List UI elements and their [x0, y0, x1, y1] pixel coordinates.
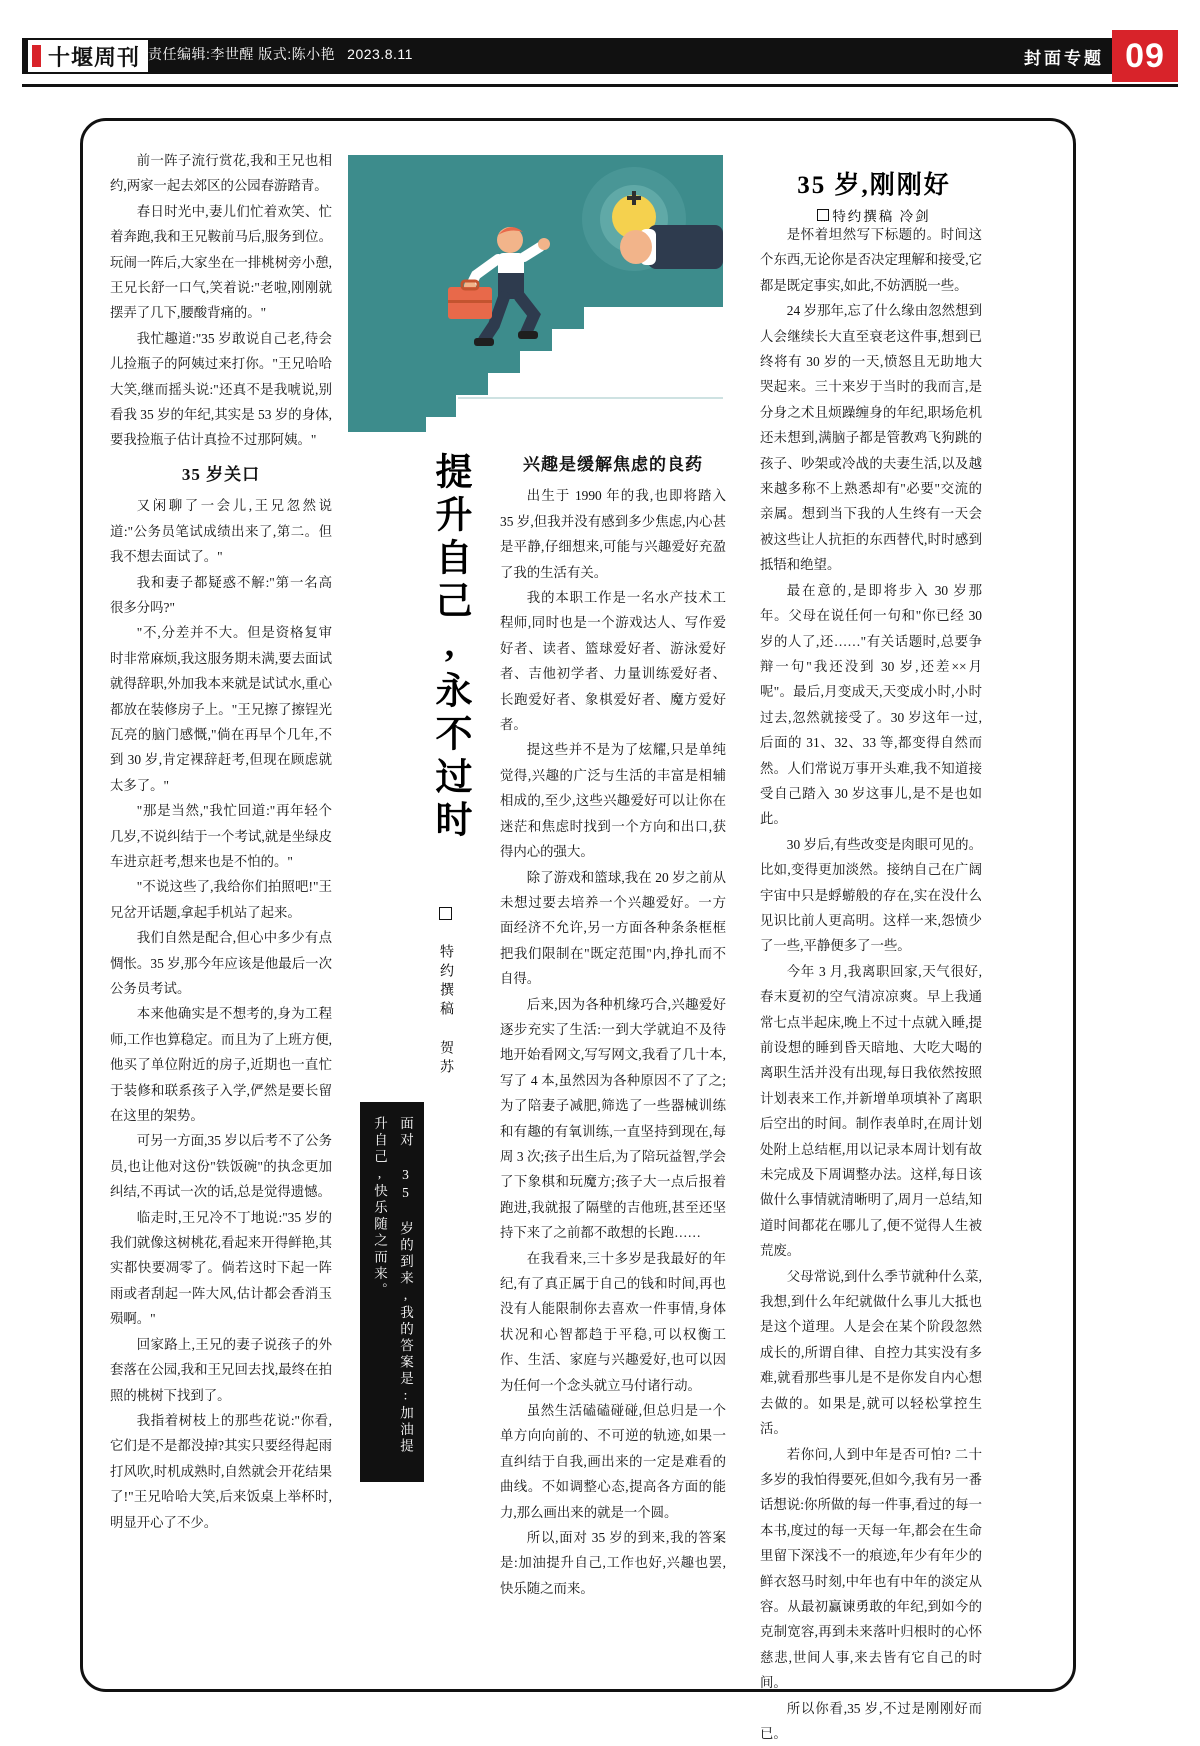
paragraph: 我忙趣道:"35 岁敢说自己老,待会儿捡瓶子的阿姨过来打你。"王兄哈哈大笑,继而摇头说:"还真不是我唬说,别看我 35 岁的年纪,其实是 53 岁的身体,要我捡瓶子估计真捡不过那阿姨。"	[110, 330, 332, 448]
middle-column-subhead: 兴趣是缓解焦虑的良药	[523, 455, 703, 474]
article-title-vertical: 提升自己,永不过时	[429, 452, 470, 843]
masthead-rule	[22, 84, 1178, 87]
paragraph: "不,分差并不大。但是资格复审时非常麻烦,我这服务期未满,要去面试就得辞职,外加我本来就是试试水,重心都放在装修房子上。"王兄擦了擦锃光瓦亮的脑门感慨,"倘在再早个几年,不到 30 岁,肯定裸辞赶考,但现在顾虑就太多了。"	[110, 625, 332, 793]
article-byline-vertical	[430, 907, 460, 1078]
paragraph: 若你问,人到中年是否可怕? 二十多岁的我怕得要死,但如今,我有另一番话想说:你所做的每一件事,看过的每一本书,度过的每一天每一年,都会在生命里留下深浅不一的痕迹,年少有年少的鲜衣怒马时刻,中年也有中年的淡定从容。从最初赢谏勇敢的年纪,到如今的克制宽容,再到未来落叶归根时的心怀慈悲,世间人事,来去皆有它自己的时间。	[760, 1446, 982, 1691]
masthead	[0, 0, 1200, 92]
paragraph: 前一阵子流行赏花,我和王兄也相约,两家一起去郊区的公园春游踏青。	[110, 153, 332, 194]
page-number: 09	[1112, 30, 1178, 82]
right-column	[760, 222, 982, 1741]
section-title: 封面专题	[1024, 49, 1104, 68]
editor-credits	[148, 44, 413, 64]
issue-date: 2023.8.11	[347, 46, 413, 62]
paragraph: 临走时,王兄冷不丁地说:"35 岁的我们就像这树桃花,看起来开得鲜艳,其实都快要凋零了。倘若这时下起一阵雨或者刮起一阵大风,估计都会香消玉殒啊。"	[110, 1209, 332, 1327]
left-column	[110, 148, 332, 1530]
vertical-title-block	[352, 452, 482, 1512]
byline-box-icon	[817, 209, 829, 221]
paragraph: 提这些并不是为了炫耀,只是单纯觉得,兴趣的广泛与生活的丰富是相辅相成的,至少,这些兴趣爱好可以让你在迷茫和焦虑时找到一个方向和出口,获得内心的强大。	[500, 742, 726, 860]
paragraph: "那是当然,"我忙回道:"再年轻个几岁,不说纠结于一个考试,就是坐绿皮车进京赶考,想来也是不怕的。"	[110, 803, 332, 869]
editor-credits-text: 责任编辑:李世醒 版式:陈小艳	[148, 46, 336, 62]
paragraph: 后来,因为各种机缘巧合,兴趣爱好逐步充实了生活:一到大学就迫不及待地开始看网文,写写网文,我看了几十本,写了 4 本,虽然因为各种原因不了了之;为了陪妻子减肥,筛选了一些器械训练和有趣的有氧训练,一直坚持到现在,每周 3 次;孩子出生后,为了陪玩益智,学会了下象棋和玩魔方;孩子大一点后报着跑进,我就报了隔壁的吉他班,甚至还坚持下来了之前都不敢想的长跑……	[500, 996, 726, 1241]
paragraph: 是怀着坦然写下标题的。时间这个东西,无论你是否决定理解和接受,它都是既定事实,如此,不妨洒脱一些。	[760, 227, 982, 293]
publication-logo	[28, 40, 148, 72]
paragraph: 出生于 1990 年的我,也即将踏入 35 岁,但我并没有感到多少焦虑,内心甚是平静,仔细想来,可能与兴趣爱好充盈了我的生活有关。	[500, 488, 726, 580]
byline-text: 特约撰稿 冷剑	[832, 209, 931, 224]
right-article-headline: 35 岁,刚刚好	[797, 172, 951, 199]
paragraph: 除了游戏和篮球,我在 20 岁之前从未想过要去培养一个兴趣爱好。一方面经济不允许,另一方面各种条条框框把我们限制在"既定范围"内,挣扎而不自得。	[500, 869, 726, 987]
paragraph: 30 岁后,有些改变是肉眼可见的。比如,变得更加淡然。接纳自己在广阔宇宙中只是蜉蝣般的存在,实在没什么见识比前人更高明。这样一来,怨愤少了一些,平静便多了一些。	[760, 836, 982, 954]
paragraph: 在我看来,三十多岁是我最好的年纪,有了真正属于自己的钱和时间,再也没有人能限制你去喜欢一件事情,身体状况和心智都趋于平稳,可以权衡工作、生活、家庭与兴趣爱好,也可以因为任何一个念头就立马付诸行动。	[500, 1250, 726, 1393]
hero-illustration-svg	[348, 155, 723, 432]
pull-quote: 面对 35 岁的到来,我的答案是:加油提升自己,快乐随之而来。	[360, 1102, 424, 1482]
left-column-subhead: 35 岁关口	[181, 464, 261, 484]
middle-column	[500, 452, 726, 1596]
byline-box-icon	[439, 907, 452, 920]
paragraph: 可另一方面,35 岁以后考不了公务员,也让他对这份"铁饭碗"的执念更加纠结,不再试一次的话,总是觉得遗憾。	[110, 1133, 332, 1200]
paragraph: 又闲聊了一会儿,王兄忽然说道:"公务员笔试成绩出来了,第二。但我不想去面试了。"	[110, 498, 332, 565]
paragraph: 虽然生活磕磕碰碰,但总归是一个单方向向前的、不可逆的轨迹,如果一直纠结于自我,画出来的一定是难看的曲线。不如调整心态,提高各方面的能力,那么画出来的就是一个圆。	[500, 1403, 726, 1520]
paragraph: 所以你看,35 岁,不过是刚刚好而已。	[760, 1700, 982, 1741]
paragraph: 今年 3 月,我离职回家,天气很好,春末夏初的空气清凉凉爽。早上我通常七点半起床,晚上不过十点就入睡,提前设想的睡到昏天暗地、大吃大喝的离职生活并没有出现,每日我依然按照计划表来工作,并新增单项填补了离职后空出的时间。制作表单时,在周计划处附上总结框,用以记录本周计划有故未完成及下周调整办法。这样,每日该做什么事情就清晰明了,周月一总结,知道时间都花在哪儿了,便不觉得人生被荒废。	[760, 963, 982, 1259]
paragraph: 我的本职工作是一名水产技术工程师,同时也是一个游戏达人、写作爱好者、读者、篮球爱好者、游泳爱好者、吉他初学者、力量训练爱好者、长跑爱好者、象棋爱好者、魔方爱好者。	[500, 590, 726, 733]
logo-red-block	[32, 45, 41, 67]
hero-illustration	[348, 155, 723, 432]
paragraph: "不说这些了,我给你们拍照吧!"王兄岔开话题,拿起手机站了起来。	[110, 879, 332, 920]
paragraph: 我指着树枝上的那些花说:"你看,它们是不是都没掉?其实只要经得起雨打风吹,时机成熟时,自然就会开花结果了!"王兄哈哈大笑,后来饭桌上举杯时,明显开心了不少。	[110, 1412, 332, 1530]
paragraph: 父母常说,到什么季节就种什么菜,我想,到什么年纪就做什么事儿大抵也是这个道理。人是会在某个阶段忽然成长的,所谓自律、自控力其实没有多难,就看那些事儿是不是你发自内心想去做的。如果是,就可以轻松掌控生活。	[760, 1268, 982, 1437]
byline-text: 特约撰稿 贺苏	[438, 944, 453, 1078]
paragraph: 我和妻子都疑惑不解:"第一名高很多分吗?"	[110, 574, 332, 615]
paragraph: 本来他确实是不想考的,身为工程师,工作也算稳定。而且为了上班方便,他买了单位附近的房子,近期也一直忙于装修和联系孩子入学,俨然是要长留在这里的架势。	[110, 1006, 332, 1124]
paragraph: 回家路上,王兄的妻子说孩子的外套落在公园,我和王兄回去找,最终在拍照的桃树下找到了。	[110, 1336, 332, 1403]
paragraph: 24 岁那年,忘了什么缘由忽然想到人会继续长大直至衰老这件事,想到已终将有 30 岁的一天,愤怒且无助地大哭起来。三十来岁于当时的我而言,是分身之术且烦躁缠身的年纪,职场危机还未想到,满脑子都是管教鸡飞狗跳的孩子、吵架或冷战的夫妻生活,以及越来越多称不上熟悉却有"必要"交流的亲属。想到当下我的人生终有一天会被这些让人抗拒的东西替代,时时感到抵牾和绝望。	[760, 303, 982, 573]
publication-name: 十堰周刊	[48, 44, 141, 70]
paragraph: 我们自然是配合,但心中多少有点惆怅。35 岁,那今年应该是他最后一次公务员考试。	[110, 930, 332, 996]
paragraph: 春日时光中,妻儿们忙着欢笑、忙着奔跑,我和王兄鞍前马后,服务到位。玩闹一阵后,大家坐在一排桃树旁小憩,王兄长舒一口气,笑着说:"老啦,刚刚就摆弄了几下,腰酸背痛的。"	[110, 203, 332, 321]
paragraph: 最在意的,是即将步入 30 岁那年。父母在说任何一句和"你已经 30 岁的人了,还……"有关话题时,总要争辩一句"我还没到 30 岁,还差××月呢"。最后,月变成天,天变成小时,小时过去,忽然就接受了。30 岁这年一过,后面的 31、32、33 等,都变得自然而然。人们常说万事开头难,我不知道接受自己踏入 30 岁这事儿,是不是也如此。	[760, 582, 982, 827]
paragraph: 所以,面对 35 岁的到来,我的答案是:加油提升自己,工作也好,兴趣也罢,快乐随之而来。	[500, 1530, 726, 1596]
